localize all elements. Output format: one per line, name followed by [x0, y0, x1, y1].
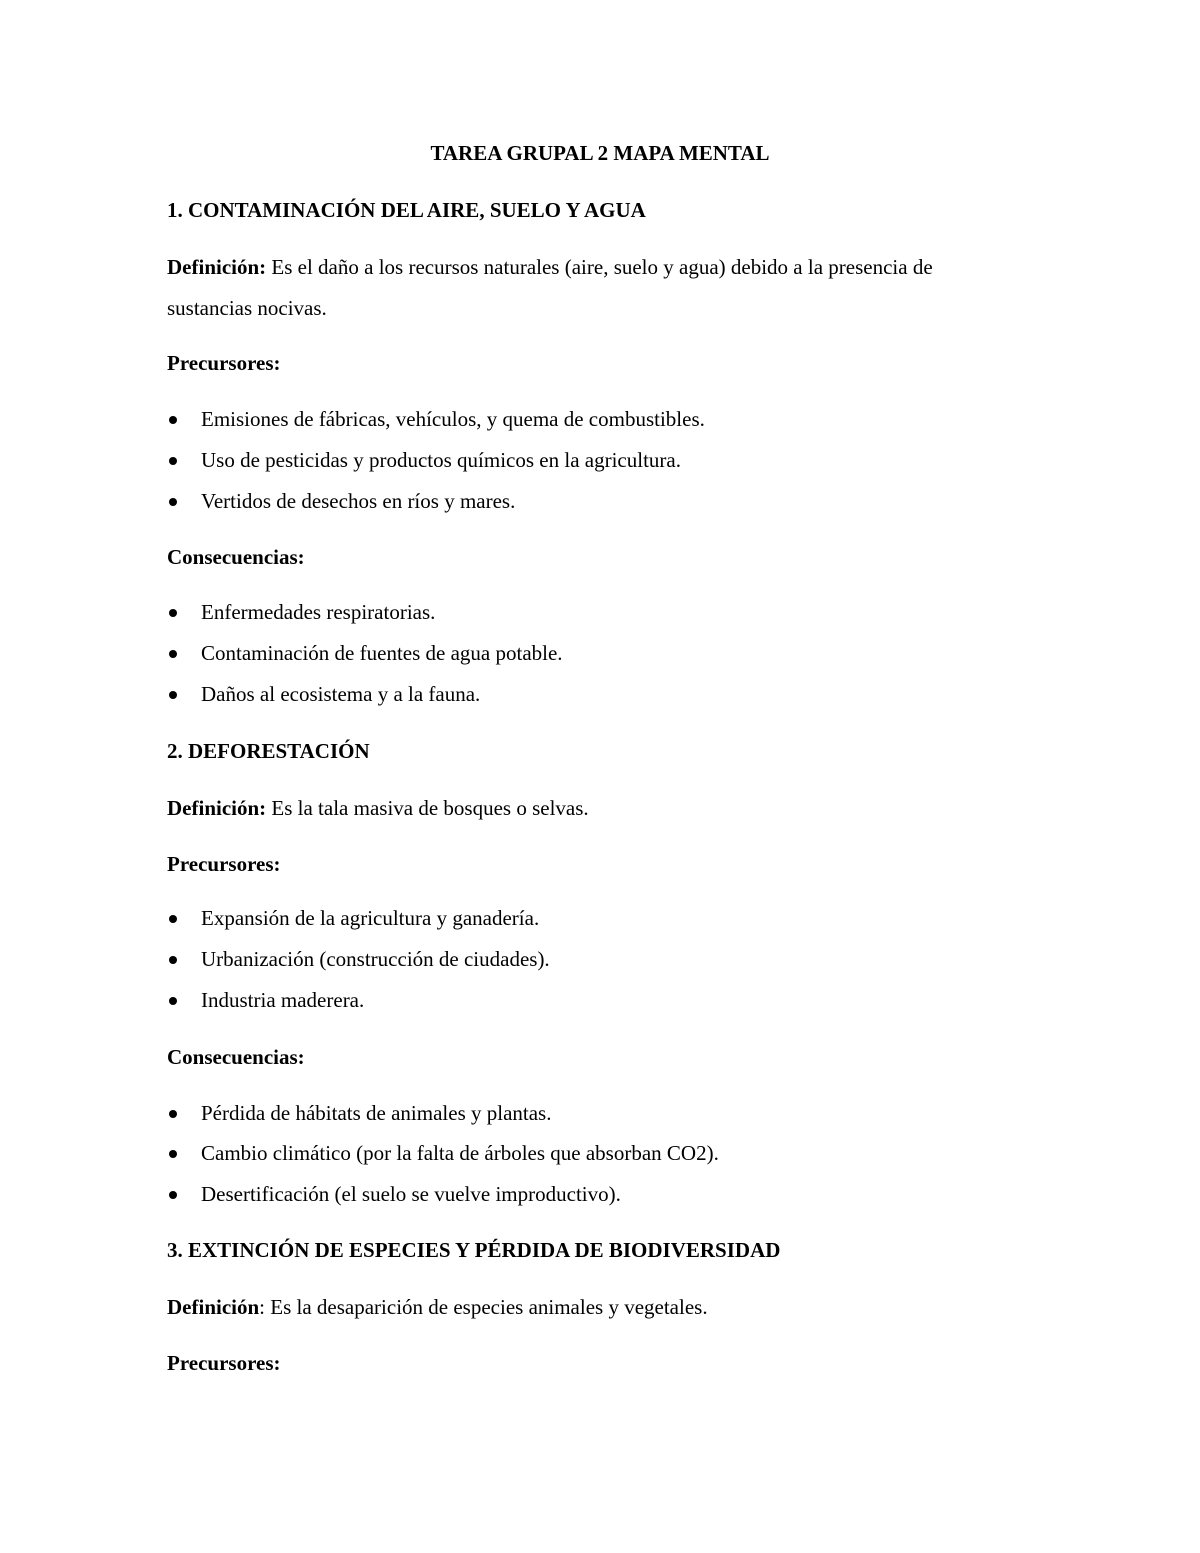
- section-1-consequences-label: Consecuencias:: [167, 545, 305, 569]
- bullet-icon: [169, 691, 177, 699]
- section-2-precursors-label: Precursores:: [167, 852, 281, 876]
- section-1-definition-cont: sustancias nocivas.: [167, 296, 327, 320]
- bullet-icon: [169, 457, 177, 465]
- section-1-precursors-label: Precursores:: [167, 351, 281, 375]
- section-3-definition: [167, 1295, 708, 1320]
- definition-label: Definición: [167, 1295, 260, 1319]
- section-2-heading: 2. DEFORESTACIÓN: [167, 739, 370, 763]
- section-1-definition: [167, 255, 933, 280]
- bullet-icon: [169, 997, 177, 1005]
- document-title: TAREA GRUPAL 2 MAPA MENTAL: [430, 141, 770, 165]
- bullet-icon: [169, 1191, 177, 1199]
- bullet-icon: [169, 1110, 177, 1118]
- section-3-heading: 3. EXTINCIÓN DE ESPECIES Y PÉRDIDA DE BIODIVERSIDAD: [167, 1238, 781, 1262]
- section-3-precursors-label: Precursores:: [167, 1351, 281, 1375]
- bullet-icon: [169, 498, 177, 506]
- section-1-heading: 1. CONTAMINACIÓN DEL AIRE, SUELO Y AGUA: [167, 198, 646, 222]
- bullet-icon: [169, 915, 177, 923]
- definition-label: Definición:: [167, 796, 267, 820]
- bullet-icon: [169, 609, 177, 617]
- section-2-definition: [167, 796, 589, 821]
- document-page: TAREA GRUPAL 2 MAPA MENTAL 1. CONTAMINACIÓN DEL AIRE, SUELO Y AGUA Definición: Es el daño a los recursos naturales (aire, suelo y agua) debido a la presencia de sustancias nocivas. Precursores: Emisiones de fábricas, vehículos, y quema de combustibles. Uso de pesticidas y productos químicos en la agricultura. Vertidos de desechos en ríos y mares. Consecuencias: Enfermedades respiratorias. Contaminación de fuentes de agua potable. Daños al ecosistema y a la fauna. 2. DEFORESTACIÓN Definición: Es la tala masiva de bosques o selvas. Precursores: Expansión de la agricultura y ganadería. Urbanización (construcción de ciudades). Industria maderera. Consecuencias: Pérdida de hábitats de animales y plantas. Cambio climático (por la falta de árboles que absorban CO2). Desertificación (el suelo se vuelve improductivo). 3. EXTINCIÓN DE ESPECIES Y PÉRDIDA DE BIODIVERSIDAD Definición: Es la desaparición de especies animales y vegetales. Precursores:: [0, 0, 1200, 1553]
- section-2-consequences-label: Consecuencias:: [167, 1045, 305, 1069]
- definition-text: Es el daño a los recursos naturales (aire, suelo y agua) debido a la presencia de: [266, 255, 933, 279]
- definition-text: Es la tala masiva de bosques o selvas.: [266, 796, 589, 820]
- bullet-icon: [169, 650, 177, 658]
- definition-text: : Es la desaparición de especies animales y vegetales.: [259, 1295, 708, 1319]
- definition-label: Definición:: [167, 255, 267, 279]
- bullet-icon: [169, 956, 177, 964]
- bullet-icon: [169, 416, 177, 424]
- bullet-icon: [169, 1150, 177, 1158]
